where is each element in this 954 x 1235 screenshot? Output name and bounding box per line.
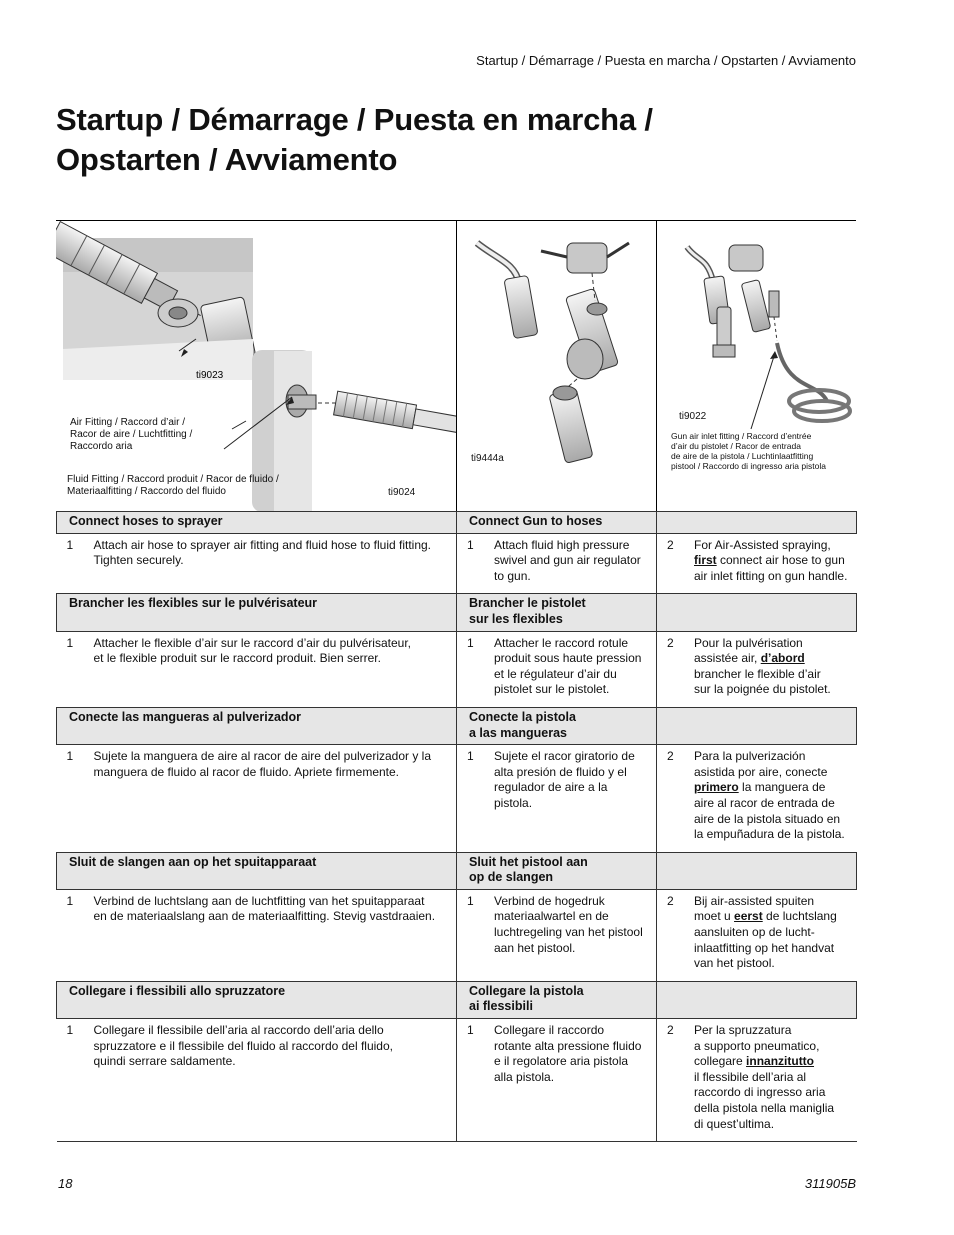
emphasis: d’abord bbox=[760, 651, 805, 666]
step-number: 1 bbox=[467, 749, 474, 764]
section-heading: Brancher le pistolet sur les flexibles bbox=[457, 594, 657, 631]
air-fitting-label: Air Fitting / Raccord d’air / Racor de aire / Luchtfitting / Raccordo aria bbox=[70, 417, 193, 452]
figure-id: ti9444a bbox=[471, 453, 504, 464]
step-text: Pour la pulvérisation assistée air, d’abord brancher le flexible d’air sur la poignée du pistolet. bbox=[694, 635, 831, 697]
step-text: Attacher le raccord rotule produit sous haute pression et le régulateur d’air du pistolet sur le pistolet. bbox=[494, 635, 642, 697]
section-heading: Collegare la pistola ai flessibili bbox=[457, 981, 657, 1018]
section-heading-empty bbox=[657, 981, 857, 1018]
section-steps-en bbox=[57, 533, 857, 594]
step-text: Verbind de hogedruk materiaalwartel en de luchtregeling van het pistool aan het pistool. bbox=[494, 893, 643, 955]
figure-id: ti9022 bbox=[679, 411, 707, 422]
figure-row bbox=[56, 220, 856, 512]
step-number: 2 bbox=[667, 537, 674, 552]
step-number: 1 bbox=[467, 635, 474, 650]
figure-id: ti9023 bbox=[196, 370, 224, 381]
step-number: 2 bbox=[667, 749, 674, 764]
figure-id: ti9024 bbox=[388, 487, 416, 498]
section-heading: Sluit de slangen aan op het spuitapparaat bbox=[57, 852, 457, 889]
step-number: 1 bbox=[467, 893, 474, 908]
step-text: Sujete el racor giratorio de alta presión de fluido y el regulador de aire a la pistola. bbox=[494, 749, 635, 810]
step-text: Sujete la manguera de aire al racor de aire del pulverizador y la manguera de fluido al racor de fluido. Apriete firmemente. bbox=[93, 749, 432, 779]
emphasis: eerst bbox=[734, 909, 763, 924]
emphasis: primero bbox=[694, 780, 739, 795]
step-number: 1 bbox=[467, 1023, 474, 1038]
step-number: 1 bbox=[66, 1023, 74, 1038]
document-number: 311905B bbox=[804, 1176, 856, 1191]
sprayer-fittings-illustration bbox=[56, 221, 456, 512]
section-heading: Conecte las mangueras al pulverizador bbox=[57, 707, 457, 744]
gun-hose-illustration bbox=[457, 221, 656, 512]
step-text: Para la pulverización asistida por aire, conecte primero la manguera de aire al racor de entrada de aire de la pistola situado en la empuñadura de la pistola. bbox=[694, 749, 845, 842]
step-number: 2 bbox=[667, 1023, 674, 1038]
step-text: Bij air-assisted spuiten moet u eerst de luchtslang aansluiten op de lucht- inlaatfitting op het handvat van het pistool. bbox=[694, 893, 837, 971]
section-heading: Sluit het pistool aan op de slangen bbox=[457, 852, 657, 889]
step-number: 1 bbox=[66, 635, 74, 650]
section-heading: Collegare i flessibili allo spruzzatore bbox=[57, 981, 457, 1018]
step-text: Attach air hose to sprayer air fitting and fluid hose to fluid fitting. Tighten securely. bbox=[93, 537, 432, 568]
section-heading-empty bbox=[657, 512, 857, 534]
step-number: 1 bbox=[66, 537, 74, 552]
page-number: 18 bbox=[58, 1176, 73, 1191]
section-steps-nl bbox=[57, 889, 857, 981]
section-header-fr bbox=[57, 594, 857, 631]
emphasis: innanzitutto bbox=[746, 1054, 815, 1069]
section-heading: Connect hoses to sprayer bbox=[57, 512, 457, 534]
section-header-es bbox=[57, 707, 857, 744]
step-text: Per la spruzzatura a supporto pneumatico, collegare innanzitutto il flessibile dell’aria al raccordo di ingresso aria della pistola nella maniglia di quest’ultima. bbox=[694, 1023, 835, 1131]
section-steps-es bbox=[57, 745, 857, 853]
section-heading-empty bbox=[657, 594, 857, 631]
section-heading-empty bbox=[657, 852, 857, 889]
section-steps-it bbox=[57, 1019, 857, 1142]
emphasis: first bbox=[694, 553, 717, 568]
title-line-2: Opstarten / Avviamento bbox=[56, 142, 398, 177]
step-number: 2 bbox=[667, 635, 674, 650]
step-text: Attacher le flexible d’air sur le raccord d’air du pulvérisateur, et le flexible produit sur le raccord produit. Bien serrer. bbox=[93, 635, 411, 666]
step-number: 1 bbox=[66, 893, 74, 908]
step-number: 2 bbox=[667, 893, 674, 908]
step-number: 1 bbox=[467, 537, 474, 552]
section-heading: Brancher les flexibles sur le pulvérisateur bbox=[57, 594, 457, 631]
gun-air-inlet-label: Gun air inlet fitting / Raccord d’entrée d’air du pistolet / Racor de entrada de aire de la pistola / Luchtinlaatfitting pistool / Raccordo di ingresso aria pistola bbox=[671, 431, 826, 471]
section-heading: Connect Gun to hoses bbox=[457, 512, 657, 534]
section-heading: Conecte la pistola a las mangueras bbox=[457, 707, 657, 744]
section-heading-empty bbox=[657, 707, 857, 744]
step-text: Collegare il flessibile dell’aria al raccordo dell’aria dello spruzzatore e il flessibile del fluido al raccordo del fluido, quindi serrare saldamente. bbox=[93, 1023, 393, 1069]
section-header-en bbox=[57, 512, 857, 534]
fluid-fitting-label: Fluid Fitting / Raccord produit / Racor de fluido / Materiaalfitting / Raccordo del fluido bbox=[67, 474, 279, 497]
step-text: Attach fluid high pressure swivel and gun air regulator to gun. bbox=[494, 537, 641, 583]
section-header-it bbox=[57, 981, 857, 1018]
steps-table bbox=[56, 511, 857, 1142]
page-title bbox=[56, 100, 816, 180]
step-text: Verbind de luchtslang aan de luchtfitting van het spuitapparaat en de materiaalslang aan de materiaalfitting. Stevig vastdraaien. bbox=[93, 893, 436, 924]
title-line-1: Startup / Démarrage / Puesta en marcha / bbox=[56, 102, 653, 137]
section-header-nl bbox=[57, 852, 857, 889]
step-text: For Air-Assisted spraying, first connect air hose to gun air inlet fitting on gun handle. bbox=[694, 537, 848, 583]
section-steps-fr bbox=[57, 631, 857, 707]
running-head: Startup / Démarrage / Puesta en marcha / Opstarten / Avviamento bbox=[476, 53, 856, 68]
step-number: 1 bbox=[66, 749, 74, 764]
step-text: Collegare il raccordo rotante alta pressione fluido e il regolatore aria pistola alla pistola. bbox=[494, 1023, 642, 1084]
